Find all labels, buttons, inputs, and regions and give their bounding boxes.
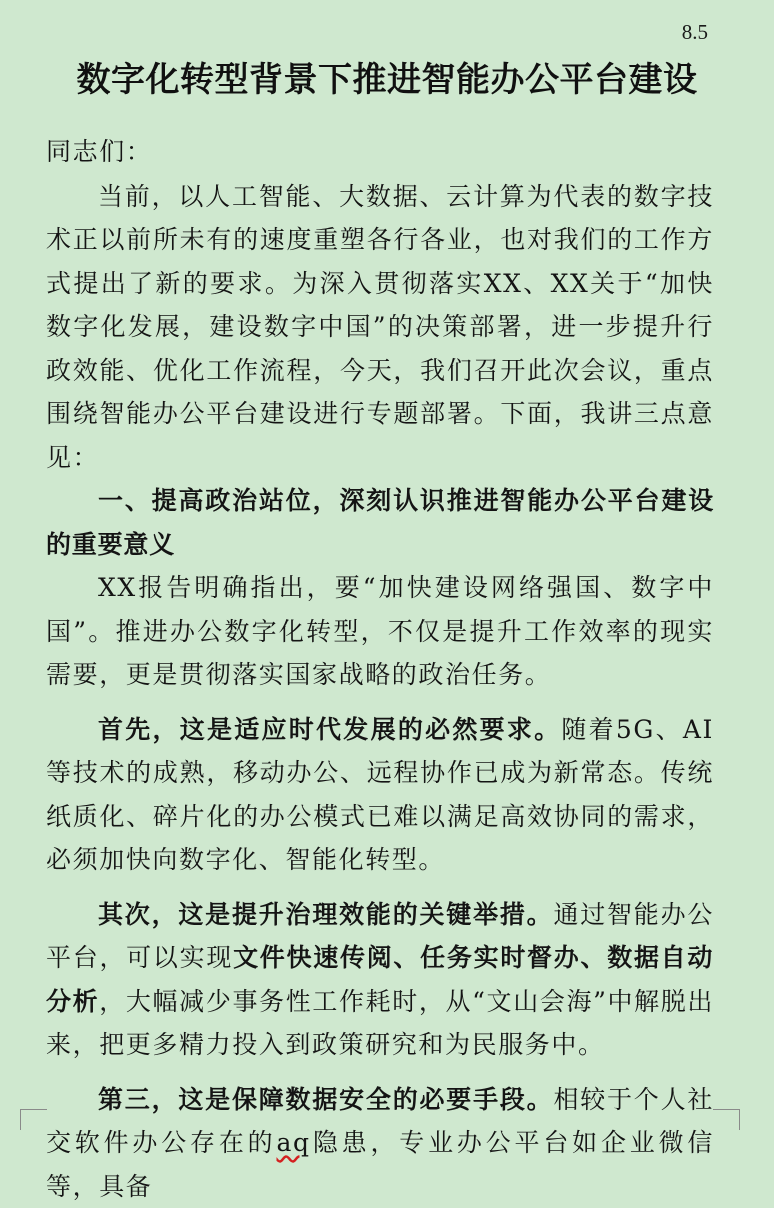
document-body bbox=[46, 130, 714, 1208]
intro-paragraph: 当前，以人工智能、大数据、云计算为代表的数字技术正以前所未有的速度重塑各行各业，也对我们的工作方式提出了新的要求。为深入贯彻落实XX、XX关于“加快数字化发展，建设数字中国”的决策部署，进一步提升行政效能、优化工作流程，今天，我们召开此次会议，重点围绕智能办公平台建设进行专题部署。下面，我讲三点意见： bbox=[46, 175, 714, 480]
point-2-lead: 其次，这是提升治理效能的关键举措。 bbox=[98, 900, 553, 929]
section-1-paragraph: XX报告明确指出，要“加快建设网络强国、数字中国”。推进办公数字化转型，不仅是提升工作效率的现实需要，更是贯彻落实国家战略的政治任务。 bbox=[46, 566, 714, 697]
page-corner-mark-left bbox=[20, 1109, 47, 1130]
point-2-text-b: ，大幅减少事务性工作耗时，从“文山会海”中解脱出来，把更多精力投入到政策研究和为民服务中。 bbox=[46, 987, 714, 1060]
point-3-text-b: 隐患，专业办公平台如企业微信等，具备 bbox=[46, 1128, 714, 1201]
greeting: 同志们： bbox=[46, 130, 714, 174]
point-2-bold-phrase: 文件快速传阅、任务实时督办、数据自动分析 bbox=[46, 943, 714, 1016]
point-2-paragraph bbox=[46, 893, 714, 1067]
point-3-paragraph bbox=[46, 1078, 714, 1208]
page-number: 8.5 bbox=[682, 20, 708, 45]
point-2-text-a: 通过智能办公平台，可以实现 bbox=[46, 900, 714, 973]
document-title: 数字化转型背景下推进智能办公平台建设 bbox=[0, 52, 774, 101]
point-1-lead: 首先，这是适应时代发展的必然要求。 bbox=[98, 715, 561, 744]
section-1-heading: 一、提高政治站位，深刻认识推进智能办公平台建设的重要意义 bbox=[46, 479, 714, 566]
point-3-text-a: 相较于个人社交软件办公存在的 bbox=[46, 1085, 714, 1158]
spellcheck-flagged-word: aq bbox=[277, 1128, 311, 1157]
point-1-paragraph bbox=[46, 708, 714, 882]
page-corner-mark-right bbox=[713, 1109, 740, 1130]
point-3-lead: 第三，这是保障数据安全的必要手段。 bbox=[98, 1085, 553, 1114]
point-1-text: 随着5G、AI等技术的成熟，移动办公、远程协作已成为新常态。传统纸质化、碎片化的办公模式已难以满足高效协同的需求，必须加快向数字化、智能化转型。 bbox=[46, 715, 714, 875]
